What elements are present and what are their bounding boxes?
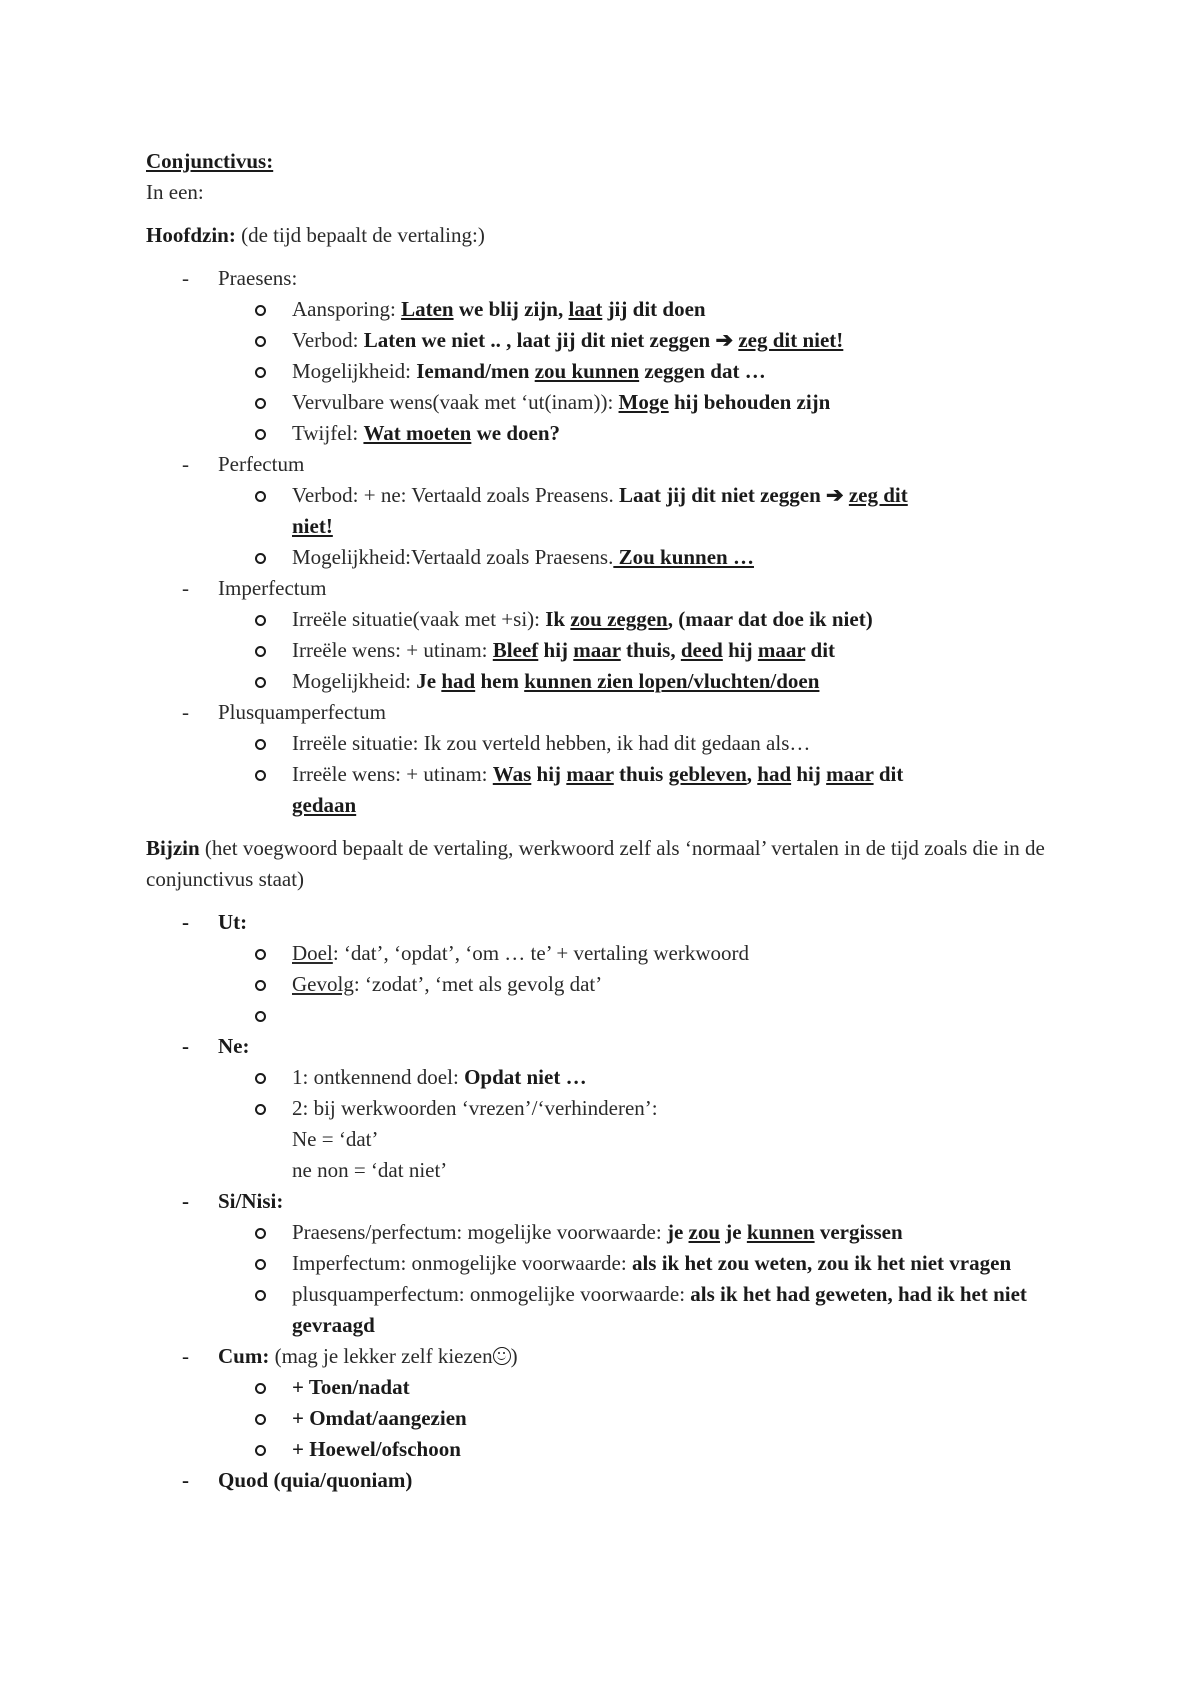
bullet-icon xyxy=(255,305,266,316)
list-item-aansporing: Aansporing: Laten we blij zijn, laat jij dit doen xyxy=(146,294,1066,325)
bullet-icon xyxy=(255,677,266,688)
subtitle: In een: xyxy=(146,180,204,204)
bullet-icon xyxy=(255,949,266,960)
page-title: Conjunctivus: xyxy=(146,149,274,173)
list-item-irreele-wens: Irreële wens: + utinam: Bleef hij maar thuis, deed hij maar dit xyxy=(146,635,1066,666)
bullet-icon xyxy=(255,367,266,378)
list-item-perfectum: - Perfectum xyxy=(182,452,305,476)
arrow-icon: ➔ xyxy=(826,483,844,507)
list-item-plusquam-wens: Irreële wens: + utinam: Was hij maar thuis gebleven, had hij maar dit gedaan xyxy=(146,759,1066,821)
list-item-ut: - Ut: xyxy=(182,910,248,934)
list-item-si-plusquam: plusquamperfectum: onmogelijke voorwaarde: als ik het had geweten, had ik het niet gevraagd xyxy=(146,1279,1066,1341)
bullet-icon xyxy=(255,1011,266,1022)
list-item-cum: - Cum: (mag je lekker zelf kiezen ) xyxy=(182,1344,518,1368)
list-item-si-praesens: Praesens/perfectum: mogelijke voorwaarde: je zou je kunnen vergissen xyxy=(146,1217,1066,1248)
bullet-icon xyxy=(255,1383,266,1394)
ne-dat-line: Ne = ‘dat’ xyxy=(292,1127,379,1151)
bullet-icon xyxy=(255,739,266,750)
list-item-twijfel: Twijfel: Wat moeten we doen? xyxy=(146,418,1066,449)
bullet-icon xyxy=(255,336,266,347)
bullet-icon xyxy=(255,1414,266,1425)
list-item-plusquam-situatie: Irreële situatie: Ik zou verteld hebben, ik had dit gedaan als… xyxy=(146,728,1066,759)
list-item-vervulbare-wens: Vervulbare wens(vaak met ‘ut(inam)): Moge hij behouden zijn xyxy=(146,387,1066,418)
bullet-icon xyxy=(255,646,266,657)
bullet-icon xyxy=(255,1259,266,1270)
bullet-icon xyxy=(255,429,266,440)
hoofdzin-heading: Hoofdzin: (de tijd bepaalt de vertaling:) xyxy=(146,223,485,247)
list-item-gevolg: Gevolg: ‘zodat’, ‘met als gevolg dat’ xyxy=(146,969,1066,1000)
arrow-icon: ➔ xyxy=(715,328,734,352)
bullet-icon xyxy=(255,491,266,502)
list-item-ne: - Ne: xyxy=(182,1034,250,1058)
bullet-icon xyxy=(255,1228,266,1239)
list-item-cum-omdat: + Omdat/aangezien xyxy=(146,1403,1066,1434)
list-item-imperfectum: - Imperfectum xyxy=(182,576,327,600)
list-item-si-nisi: - Si/Nisi: xyxy=(182,1189,284,1213)
list-item-empty xyxy=(146,1000,1066,1031)
list-item-praesens: - Praesens: xyxy=(182,266,298,290)
list-item-ne-2: 2: bij werkwoorden ‘vrezen’/‘verhinderen’: xyxy=(146,1093,1066,1124)
list-item-imperfectum-mogelijkheid: Mogelijkheid: Je had hem kunnen zien lopen/vluchten/doen xyxy=(146,666,1066,697)
bullet-icon xyxy=(255,398,266,409)
smiley-icon xyxy=(493,1347,511,1365)
bullet-icon xyxy=(255,1073,266,1084)
list-item-perfectum-verbod: Verbod: + ne: Vertaald zoals Preasens. Laat jij dit niet zeggen ➔ zeg dit niet! xyxy=(146,480,1066,542)
list-item-irreele-situatie: Irreële situatie(vaak met +si): Ik zou zeggen, (maar dat doe ik niet) xyxy=(146,604,1066,635)
bullet-icon xyxy=(255,980,266,991)
ne-non-line: ne non = ‘dat niet’ xyxy=(292,1158,448,1182)
list-item-doel: Doel: ‘dat’, ‘opdat’, ‘om … te’ + vertaling werkwoord xyxy=(146,938,1066,969)
bullet-icon xyxy=(255,1445,266,1456)
list-item-cum-toen: + Toen/nadat xyxy=(146,1372,1066,1403)
list-item-perfectum-mogelijkheid: Mogelijkheid:Vertaald zoals Praesens. Zou kunnen … xyxy=(146,542,1066,573)
list-item-mogelijkheid: Mogelijkheid: Iemand/men zou kunnen zeggen dat … xyxy=(146,356,1066,387)
bullet-icon xyxy=(255,1104,266,1115)
bijzin-heading: Bijzin (het voegwoord bepaalt de vertaling, werkwoord zelf als ‘normaal’ vertalen in de tijd zoals die in de conjunctivus staat) xyxy=(146,836,1045,891)
list-item-plusquamperfectum: - Plusquamperfectum xyxy=(182,700,386,724)
list-item-si-imperfectum: Imperfectum: onmogelijke voorwaarde: als ik het zou weten, zou ik het niet vragen xyxy=(146,1248,1066,1279)
bullet-icon xyxy=(255,1290,266,1301)
bullet-icon xyxy=(255,770,266,781)
list-item-cum-hoewel: + Hoewel/ofschoon xyxy=(146,1434,1066,1465)
bullet-icon xyxy=(255,553,266,564)
bullet-icon xyxy=(255,615,266,626)
list-item-ne-1: 1: ontkennend doel: Opdat niet … xyxy=(146,1062,1066,1093)
list-item-verbod: Verbod: Laten we niet .. , laat jij dit niet zeggen ➔ zeg dit niet! xyxy=(146,325,1066,356)
list-item-quod: - Quod (quia/quoniam) xyxy=(182,1468,413,1492)
document-content xyxy=(146,146,1066,1496)
